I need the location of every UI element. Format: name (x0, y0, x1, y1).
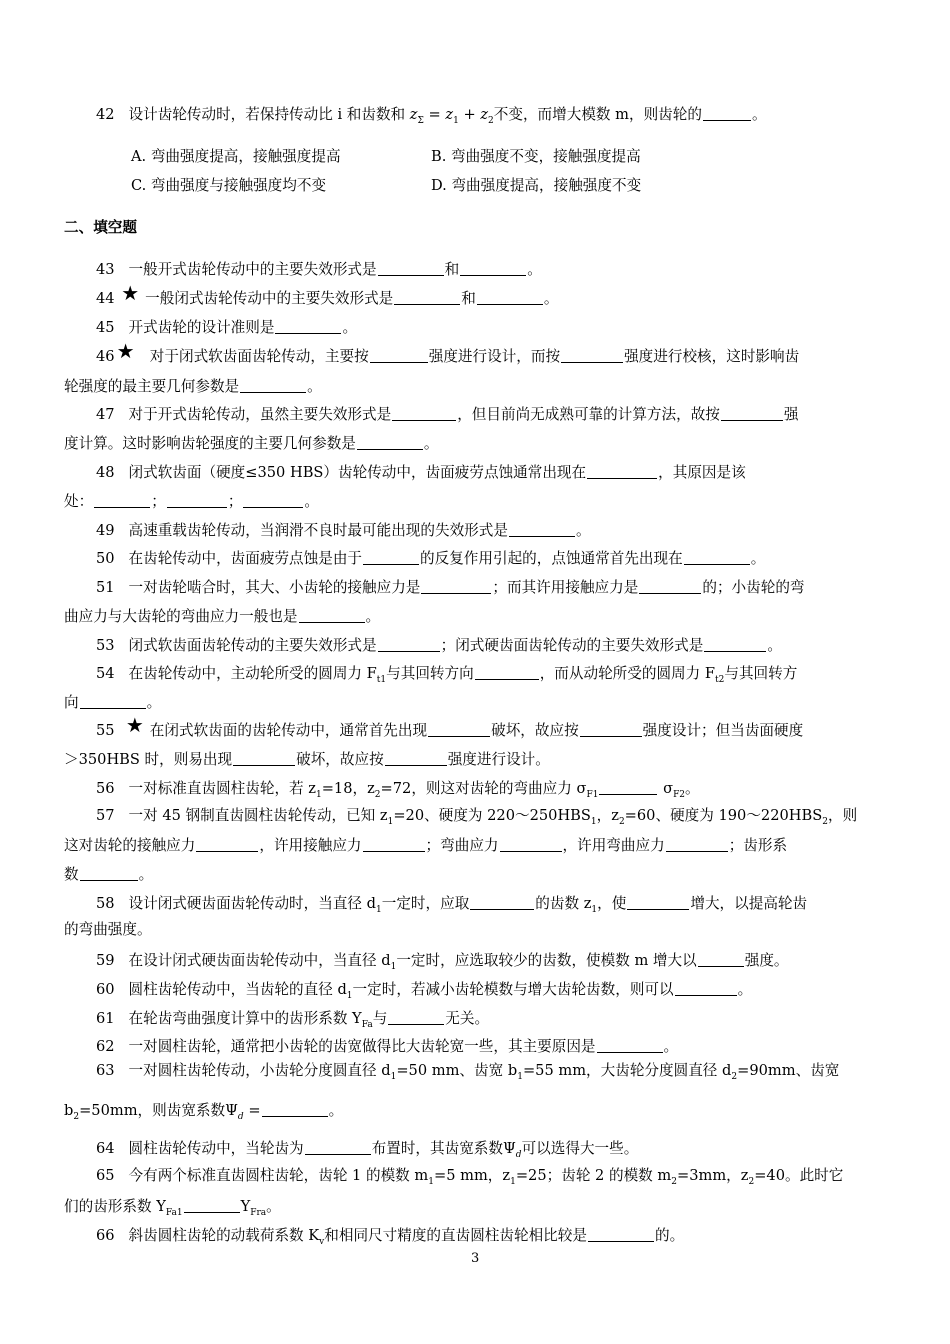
subscript: v (319, 1237, 325, 1247)
question-text: 一定时，应取 (381, 895, 470, 912)
question-text: =72，则这对齿轮的弯曲应力 σ (380, 780, 587, 797)
question-text: ，则 (827, 807, 858, 824)
question-text: ；而其许用接触应力是 (492, 579, 639, 596)
answer-blank[interactable] (240, 378, 306, 393)
question-number: 66 (96, 1227, 115, 1244)
answer-blank[interactable] (299, 608, 365, 623)
question-text: ；齿形系 (728, 837, 788, 854)
question-text: 强度进行校核，这时影响齿 (624, 348, 800, 365)
question-number: 50 (96, 550, 115, 567)
question-text: 一对圆柱齿轮传动，小齿轮分度圆直径 d (128, 1062, 391, 1079)
question-text: =50 mm、齿宽 b (396, 1062, 518, 1079)
answer-blank[interactable] (597, 1038, 663, 1053)
question-text: b (64, 1102, 74, 1119)
period: 。 (685, 780, 700, 797)
answer-blank[interactable] (475, 665, 539, 680)
answer-blank[interactable] (460, 261, 526, 276)
question-text: 一定时，应选取较少的齿数，使模数 m 增大以 (396, 952, 697, 969)
answer-blank[interactable] (363, 550, 419, 565)
question-number: 57 (96, 807, 115, 824)
question-number: 51 (96, 579, 115, 596)
star-icon: ★ (116, 339, 135, 363)
subscript: t2 (715, 675, 725, 685)
question-53 (96, 637, 782, 654)
question-number: 45 (96, 319, 115, 336)
question-text: 这对齿轮的接触应力 (64, 837, 196, 854)
question-text: 与其回转方 (724, 665, 798, 682)
answer-blank[interactable] (721, 406, 783, 421)
symbol-z2: z (480, 106, 489, 123)
question-number: 47 (96, 406, 115, 423)
star-icon: ★ (125, 713, 144, 737)
question-number: 65 (96, 1167, 115, 1184)
answer-blank[interactable] (703, 106, 751, 121)
answer-blank[interactable] (588, 1227, 654, 1242)
question-text: 的；小齿轮的弯 (702, 579, 805, 596)
question-text: =3mm，z (676, 1167, 749, 1184)
subscript: 1 (346, 991, 353, 1001)
answer-blank[interactable] (378, 637, 440, 652)
question-text: 的。 (654, 1227, 685, 1244)
answer-blank[interactable] (243, 493, 303, 508)
period: 。 (328, 1102, 344, 1119)
subscript: 1 (591, 905, 598, 915)
question-text: =55 mm，大齿轮分度圆直径 d (522, 1062, 732, 1079)
question-number: 49 (96, 522, 115, 539)
period: 。 (767, 637, 782, 654)
subscript: 2 (822, 817, 828, 827)
period: 。 (423, 435, 439, 452)
answer-blank[interactable] (561, 348, 623, 363)
subscript: 1 (590, 817, 597, 827)
question-text: 强度进行设计，而按 (428, 348, 561, 365)
period: 。 (663, 1038, 679, 1055)
subscript: F2 (673, 790, 686, 800)
period: 。 (543, 290, 559, 307)
subscript: d (515, 1150, 522, 1160)
question-63-line2 (64, 1102, 344, 1122)
question-number: 63 (96, 1062, 115, 1079)
question-42 (96, 106, 767, 126)
answer-blank[interactable] (80, 694, 146, 709)
question-text: 一般闭式齿轮传动中的主要失效形式是 (145, 290, 394, 307)
separator: ； (151, 493, 166, 510)
question-text: =40。此时它 (754, 1167, 844, 1184)
answer-blank[interactable] (587, 464, 657, 479)
answer-blank[interactable] (370, 348, 428, 363)
question-text: ，而从动轮所受的圆周力 F (539, 665, 716, 682)
answer-blank[interactable] (509, 522, 575, 537)
question-text: 在齿轮传动中，主动轮所受的圆周力 F (128, 665, 377, 682)
question-number: 60 (96, 981, 115, 998)
answer-blank[interactable] (357, 435, 423, 450)
subscript: 1 (428, 1177, 434, 1187)
period: 。 (138, 866, 154, 883)
subscript: 2 (618, 817, 625, 827)
question-text: 的齿数 z (535, 895, 592, 912)
subscript: 2 (73, 1112, 80, 1122)
answer-blank[interactable] (275, 319, 341, 334)
answer-blank[interactable] (233, 751, 295, 766)
question-text: 对于开式齿轮传动，虽然主要失效形式是 (128, 406, 392, 423)
question-47-line2 (64, 435, 439, 452)
question-number: 53 (96, 637, 115, 654)
question-number: 46 (96, 348, 115, 365)
answer-blank[interactable] (428, 722, 490, 737)
question-text: =25；齿轮 2 的模数 m (515, 1167, 672, 1184)
question-number: 56 (96, 780, 115, 797)
question-text: =90mm、齿宽 (737, 1062, 840, 1079)
question-text: ，使 (597, 895, 627, 912)
answer-blank[interactable] (477, 290, 543, 305)
subscript: 2 (374, 790, 381, 800)
question-text: 数 (64, 866, 79, 883)
question-text: 圆柱齿轮传动中，当轮齿为 (128, 1140, 304, 1157)
question-text: 设计齿轮传动时，若保持传动比 i 和齿数和 (128, 106, 410, 123)
option-b[interactable]: B. 弯曲强度不变，接触强度提高 (431, 148, 641, 165)
question-43 (96, 261, 542, 278)
question-59 (96, 952, 789, 972)
question-text: 开式齿轮的设计准则是 (128, 319, 275, 336)
subscript: F1 (586, 790, 599, 800)
question-46-line2 (64, 378, 322, 395)
question-text: 和 (461, 290, 476, 307)
question-46 (96, 339, 800, 365)
option-d[interactable]: D. 弯曲强度提高，接触强度不变 (431, 177, 642, 194)
subscript-1: 1 (453, 116, 459, 126)
question-text: 无关。 (445, 1010, 490, 1027)
question-text: 破坏，故应按 (296, 751, 384, 768)
answer-blank[interactable] (305, 1140, 371, 1155)
section-title: 二、填空题 (64, 219, 137, 236)
answer-blank[interactable] (262, 1102, 328, 1117)
question-text: 高速重载齿轮传动，当润滑不良时最可能出现的失效形式是 (128, 522, 508, 539)
symbol-z1: z (445, 106, 454, 123)
question-text: Y (240, 1198, 251, 1215)
question-text: ，其原因是该 (658, 464, 746, 481)
period: 。 (751, 106, 767, 123)
question-text: 一对圆柱齿轮，通常把小齿轮的齿宽做得比大齿轮宽一些，其主要原因是 (128, 1038, 596, 1055)
question-58 (96, 895, 808, 915)
question-57-line2 (64, 837, 787, 854)
question-text: ，但目前尚无成熟可靠的计算方法，故按 (457, 406, 720, 423)
question-number: 58 (96, 895, 115, 912)
question-text: 设计闭式硬齿面齿轮传动时，当直径 d (128, 895, 376, 912)
answer-blank[interactable] (704, 637, 766, 652)
question-text: 强度进行设计。 (447, 751, 550, 768)
subscript: 1 (517, 1072, 523, 1082)
question-text: 的弯曲强度。 (64, 921, 152, 938)
question-text: 和 (444, 261, 460, 278)
question-62 (96, 1038, 678, 1055)
subscript: 1 (390, 1072, 397, 1082)
question-text: 向 (64, 694, 79, 711)
question-58-line2 (64, 923, 152, 938)
question-text: 增大，以提高轮齿 (690, 895, 808, 912)
question-text: σ (658, 780, 674, 797)
question-text: 们的齿形系数 Y (64, 1198, 166, 1215)
answer-blank[interactable] (470, 895, 534, 910)
question-text: 对于闭式软齿面齿轮传动，主要按 (149, 348, 369, 365)
question-text: 的反复作用引起的，点蚀通常首先出现在 (420, 550, 683, 567)
question-number: 54 (96, 665, 115, 682)
question-63 (96, 1062, 840, 1082)
subscript: 1 (390, 962, 397, 972)
question-number: 43 (96, 261, 115, 278)
question-51 (96, 579, 805, 596)
subscript: 1 (315, 790, 322, 800)
equals-sign: = (423, 106, 446, 123)
question-text: 闭式软齿面齿轮传动的主要失效形式是 (128, 637, 377, 654)
answer-blank[interactable] (378, 261, 444, 276)
question-text: 可以选得大一些。 (521, 1140, 639, 1157)
question-61 (96, 1010, 490, 1030)
question-text: 破坏，故应按 (491, 722, 579, 739)
option-c[interactable]: C. 弯曲强度与接触强度均不变 (131, 177, 327, 194)
answer-blank[interactable] (94, 493, 150, 508)
question-text: 闭式软齿面（硬度≤350 HBS）齿轮传动中，齿面疲劳点蚀通常出现在 (128, 464, 587, 481)
question-text: 今有两个标准直齿圆柱齿轮，齿轮 1 的模数 m (128, 1167, 429, 1184)
question-51-line2 (64, 608, 380, 625)
question-text: 度计算。这时影响齿轮强度的主要几何参数是 (64, 435, 356, 452)
question-56 (96, 780, 700, 800)
question-text: 一对 45 钢制直齿圆柱齿轮传动，已知 z (128, 807, 388, 824)
answer-blank[interactable] (196, 837, 258, 852)
question-47 (96, 406, 799, 423)
question-text: 一般开式齿轮传动中的主要失效形式是 (128, 261, 377, 278)
subscript: Fra (250, 1208, 267, 1218)
question-text: =20、硬度为 220～250HBS (393, 807, 591, 824)
period: 。 (575, 522, 591, 539)
page-number: 3 (471, 1251, 480, 1266)
answer-blank[interactable] (698, 952, 744, 967)
question-57 (96, 807, 858, 827)
option-a[interactable]: A. 弯曲强度提高，接触强度提高 (131, 148, 341, 165)
question-text: ＞350HBS 时，则易出现 (64, 751, 233, 768)
answer-blank[interactable] (80, 866, 138, 881)
answer-blank[interactable] (675, 981, 737, 996)
question-text: 在轮齿弯曲强度计算中的齿形系数 Y (128, 1010, 362, 1027)
question-text: 轮强度的最主要几何参数是 (64, 378, 240, 395)
period: 。 (737, 981, 753, 998)
period: 。 (527, 261, 542, 278)
question-number: 64 (96, 1140, 115, 1157)
question-text: 一对标准直齿圆柱齿轮，若 z (128, 780, 316, 797)
subscript-2: 2 (488, 116, 494, 126)
question-text: 和相同尺寸精度的直齿圆柱齿轮相比较是 (324, 1227, 587, 1244)
question-48 (96, 464, 746, 481)
period: 。 (307, 378, 322, 395)
answer-blank[interactable] (599, 780, 657, 795)
answer-blank[interactable] (385, 751, 447, 766)
question-text: =5 mm，z (433, 1167, 511, 1184)
answer-blank[interactable] (627, 895, 689, 910)
subscript: 1 (510, 1177, 516, 1187)
subscript: 2 (748, 1177, 755, 1187)
question-65 (96, 1167, 844, 1187)
period: 。 (365, 608, 381, 625)
question-text: 布置时，其齿宽系数Ψ (371, 1140, 516, 1157)
question-text: 在设计闭式硬齿面齿轮传动中，当直径 d (128, 952, 391, 969)
answer-blank[interactable] (421, 579, 491, 594)
question-text: ，z (596, 807, 619, 824)
answer-blank[interactable] (684, 550, 750, 565)
subscript: 1 (387, 817, 394, 827)
question-text: 曲应力与大齿轮的弯曲应力一般也是 (64, 608, 298, 625)
question-text: 与 (372, 1010, 388, 1027)
answer-blank[interactable] (666, 837, 728, 852)
subscript: 2 (731, 1072, 738, 1082)
plus-sign: + (458, 106, 481, 123)
question-55-line2 (64, 751, 550, 768)
answer-blank[interactable] (500, 837, 562, 852)
question-text: 与其回转方向 (386, 665, 474, 682)
question-text: ；闭式硬齿面齿轮传动的主要失效形式是 (440, 637, 704, 654)
star-icon: ★ (121, 281, 140, 305)
question-number: 48 (96, 464, 115, 481)
question-text: ，许用接触应力 (259, 837, 362, 854)
subscript: Fa1 (165, 1208, 183, 1218)
symbol-z-sum: z (409, 106, 418, 123)
subscript: d (237, 1112, 244, 1122)
question-number: 55 (96, 722, 115, 739)
question-number: 62 (96, 1038, 115, 1055)
period: 。 (342, 319, 358, 336)
subscript: Fa (361, 1020, 373, 1030)
question-text: 强 (783, 406, 799, 423)
question-50 (96, 550, 765, 567)
answer-blank[interactable] (580, 722, 642, 737)
question-text: =60、硬度为 190～220HBS (624, 807, 823, 824)
answer-blank[interactable] (363, 837, 425, 852)
question-text: 一定时，若减小齿轮模数与增大齿轮齿数，则可以 (352, 981, 674, 998)
subscript: t1 (376, 675, 387, 685)
question-64 (96, 1140, 639, 1160)
answer-blank[interactable] (184, 1198, 240, 1213)
period: 。 (146, 694, 162, 711)
question-text: 强度。 (744, 952, 789, 969)
answer-blank[interactable] (394, 290, 460, 305)
answer-blank[interactable] (639, 579, 701, 594)
question-text: 一对齿轮啮合时，其大、小齿轮的接触应力是 (128, 579, 421, 596)
period: 。 (304, 493, 320, 510)
question-text: 圆柱齿轮传动中，当齿轮的直径 d (128, 981, 347, 998)
question-54 (96, 665, 798, 685)
subscript-sigma: Σ (417, 116, 424, 126)
question-text: =50mm，则齿宽系数Ψ (79, 1102, 238, 1119)
subscript: 1 (375, 905, 382, 915)
question-text: 在齿轮传动中，齿面疲劳点蚀是由于 (128, 550, 363, 567)
question-65-line2 (64, 1198, 281, 1218)
question-49 (96, 522, 591, 539)
answer-blank[interactable] (388, 1010, 444, 1025)
subscript: 2 (671, 1177, 677, 1187)
question-text-cont: 不变，而增大模数 m，则齿轮的 (493, 106, 702, 123)
question-text: ；弯曲应力 (425, 837, 499, 854)
question-text: 处： (64, 493, 94, 510)
question-48-line2 (64, 493, 319, 510)
answer-blank[interactable] (392, 406, 456, 421)
period: 。 (750, 550, 766, 567)
question-44 (96, 281, 559, 307)
question-number: 61 (96, 1010, 115, 1027)
question-text: 强度设计；但当齿面硬度 (642, 722, 804, 739)
question-55 (96, 713, 804, 739)
question-text: 斜齿圆柱齿轮的动载荷系数 K (128, 1227, 320, 1244)
question-text: ，许用弯曲应力 (562, 837, 665, 854)
separator: ； (227, 493, 243, 510)
period: 。 (266, 1198, 281, 1215)
question-45 (96, 319, 357, 336)
question-number: 59 (96, 952, 115, 969)
question-54-line2 (64, 694, 161, 711)
question-number: 42 (96, 106, 115, 123)
question-text: =18，z (321, 780, 375, 797)
question-57-line3 (64, 866, 153, 883)
question-number: 44 (96, 290, 115, 307)
answer-blank[interactable] (167, 493, 227, 508)
question-text: = (243, 1102, 261, 1119)
question-60 (96, 981, 753, 1001)
question-66 (96, 1227, 685, 1247)
question-text: 在闭式软齿面的齿轮传动中，通常首先出现 (149, 722, 428, 739)
